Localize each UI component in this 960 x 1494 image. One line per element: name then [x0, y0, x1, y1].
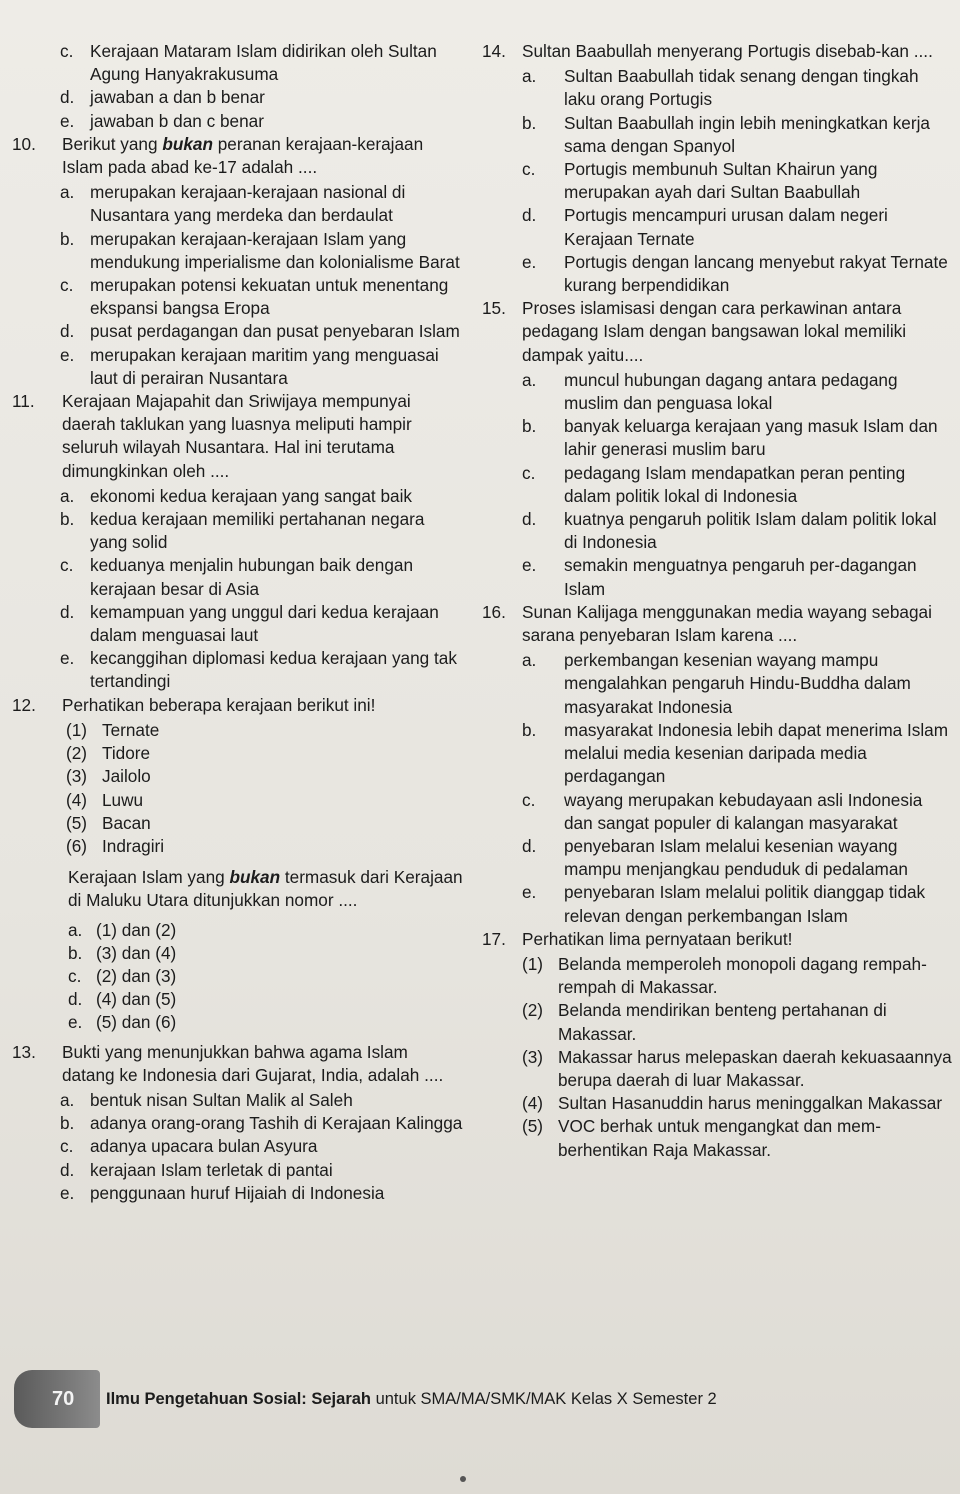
question-14: 14. Sultan Baabullah menyerang Portugis disebab-kan ....	[482, 40, 952, 63]
option: b. merupakan kerajaan-kerajaan Islam yang mendukung imperialisme dan kolonialisme Barat	[60, 228, 460, 272]
option: e. jawaban b dan c benar	[60, 110, 264, 131]
question-14-options	[482, 65, 952, 297]
book-title: Ilmu Pengetahuan Sosial: Sejarah untuk SMA/MA/SMK/MAK Kelas X Semester 2	[106, 1390, 717, 1408]
option: a. Sultan Baabullah tidak senang dengan tingkah laku orang Portugis	[522, 66, 919, 110]
option: d. penyebaran Islam melalui kesenian wayang mampu menjangkau penduduk di pedalaman	[522, 835, 908, 880]
option: c. keduanya menjalin hubungan baik dengan kerajaan besar di Asia	[60, 555, 414, 599]
option: b. masyarakat Indonesia lebih dapat menerima Islam melalui media kesenian daripada media perdagangan	[522, 719, 949, 787]
question-10: 10. Berikut yang bukan peranan kerajaan-kerajaan Islam pada abad ke-17 adalah ....	[12, 133, 464, 179]
list-item: (3) Jailolo	[66, 766, 151, 787]
option: b. adanya orang-orang Tashih di Kerajaan Kalingga	[60, 1113, 463, 1134]
question-15-options	[482, 369, 952, 601]
option: c. (2) dan (3)	[68, 965, 177, 986]
option: e. semakin menguatnya pengaruh per-dagangan Islam	[522, 555, 917, 599]
list-item: (4) Sultan Hasanuddin harus meninggalkan Makassar	[522, 1093, 943, 1114]
list-item: (2) Belanda mendirikan benteng pertahanan di Makassar.	[522, 1000, 887, 1044]
question-text: Berikut yang bukan peranan kerajaan-kerajaan Islam pada abad ke-17 adalah ....	[62, 133, 424, 178]
right-column	[482, 40, 952, 1162]
option: a. bentuk nisan Sultan Malik al Saleh	[60, 1089, 353, 1110]
question-16-options	[482, 649, 952, 927]
option: e. Portugis dengan lancang menyebut rakyat Ternate kurang berpendidikan	[522, 251, 948, 296]
option: d. jawaban a dan b benar	[60, 87, 265, 108]
option: b. kedua kerajaan memiliki pertahanan negara yang solid	[60, 509, 425, 553]
list-item: (4) Luwu	[66, 789, 144, 810]
option: c. merupakan potensi kekuatan untuk menentang ekspansi bangsa Eropa	[60, 275, 449, 319]
option: e. penggunaan huruf Hijaiah di Indonesia	[60, 1182, 385, 1203]
list-item: (1) Belanda memperoleh monopoli dagang rempah-rempah di Makassar.	[522, 953, 927, 998]
option: b. Sultan Baabullah ingin lebih meningkatkan kerja sama dengan Spanyol	[522, 112, 930, 156]
question-16: 16. Sunan Kalijaga menggunakan media wayang sebagai sarana penyebaran Islam karena ....	[482, 601, 952, 647]
decorative-dot	[460, 1476, 466, 1482]
question-text: Perhatikan lima pernyataan berikut!	[522, 928, 793, 949]
question-text: Proses islamisasi dengan cara perkawinan antara pedagang Islam dengan bangsawan lokal memiliki dampak yaitu....	[522, 298, 907, 365]
option: a. perkembangan kesenian wayang mampu mengalahkan pengaruh Hindu-Buddha dalam masyarakat Indonesia	[522, 650, 911, 717]
question-12-options	[12, 919, 464, 1035]
option: a. ekonomi kedua kerajaan yang sangat baik	[60, 485, 413, 506]
question-15: 15. Proses islamisasi dengan cara perkawinan antara pedagang Islam dengan bangsawan lokal memiliki dampak yaitu....	[482, 297, 952, 367]
option: b. (3) dan (4)	[68, 942, 177, 963]
question-10-options	[12, 181, 464, 390]
option: a. merupakan kerajaan-kerajaan nasional di Nusantara yang merdeka dan berdaulat	[60, 182, 406, 226]
previous-question-options	[12, 40, 464, 133]
option: c. Portugis membunuh Sultan Khairun yang merupakan ayah dari Sultan Baabullah	[522, 159, 878, 203]
option: c. wayang merupakan kebudayaan asli Indonesia dan sangat populer di kalangan masyarakat	[522, 789, 923, 833]
option: a. (1) dan (2)	[68, 919, 177, 940]
list-item: (1) Ternate	[66, 719, 160, 740]
question-17-list	[482, 953, 952, 1162]
option: d. (4) dan (5)	[68, 989, 177, 1010]
list-item: (2) Tidore	[66, 743, 151, 764]
page-footer	[0, 1370, 960, 1430]
option: c. pedagang Islam mendapatkan peran penting dalam politik lokal di Indonesia	[522, 462, 906, 506]
question-text: Sunan Kalijaga menggunakan media wayang sebagai sarana penyebaran Islam karena ....	[522, 601, 932, 646]
option: d. Portugis mencampuri urusan dalam negeri Kerajaan Ternate	[522, 205, 888, 249]
option: d. pusat perdagangan dan pusat penyebaran Islam	[60, 321, 460, 342]
question-13: 13. Bukti yang menunjukkan bahwa agama Islam datang ke Indonesia dari Gujarat, India, adalah ....	[12, 1041, 464, 1087]
question-12-list	[12, 719, 464, 858]
question-12-follow-text: Kerajaan Islam yang bukan termasuk dari Kerajaan di Maluku Utara ditunjukkan nomor ....	[68, 867, 463, 911]
question-text: Sultan Baabullah menyerang Portugis disebab-kan ....	[522, 41, 933, 61]
option: d. kerajaan Islam terletak di pantai	[60, 1159, 333, 1180]
option: d. kuatnya pengaruh politik Islam dalam politik lokal di Indonesia	[522, 509, 937, 553]
question-11-options	[12, 485, 464, 694]
option: b. banyak keluarga kerajaan yang masuk Islam dan lahir generasi muslim baru	[522, 416, 938, 460]
list-item: (5) Bacan	[66, 812, 151, 833]
option: e. penyebaran Islam melalui politik dianggap tidak relevan dengan perkembangan Islam	[522, 882, 926, 926]
option: c. adanya upacara bulan Asyura	[60, 1136, 318, 1157]
question-text: Kerajaan Majapahit dan Sriwijaya mempunyai daerah taklukan yang luasnya meliputi hampir seluruh wilayah Nusantara. Hal ini terutama dimungkinkan oleh ....	[62, 391, 412, 481]
question-11: 11. Kerajaan Majapahit dan Sriwijaya mempunyai daerah taklukan yang luasnya meliputi hampir seluruh wilayah Nusantara. Hal ini terutama dimungkinkan oleh ....	[12, 390, 464, 483]
list-item: (6) Indragiri	[66, 835, 165, 856]
option: e. (5) dan (6)	[68, 1012, 177, 1033]
question-text: Perhatikan beberapa kerajaan berikut ini!	[62, 694, 376, 715]
question-text: Bukti yang menunjukkan bahwa agama Islam datang ke Indonesia dari Gujarat, India, adalah ....	[62, 1041, 444, 1085]
question-12: 12. Perhatikan beberapa kerajaan berikut ini!	[12, 694, 464, 717]
left-column	[12, 40, 464, 1205]
list-item: (5) VOC berhak untuk mengangkat dan mem-berhentikan Raja Makassar.	[522, 1116, 881, 1160]
option: c. Kerajaan Mataram Islam didirikan oleh Sultan Agung Hanyakrakusuma	[60, 41, 437, 85]
page-number: 70	[52, 1388, 75, 1410]
option: e. merupakan kerajaan maritim yang menguasai laut di perairan Nusantara	[60, 344, 439, 388]
option: d. kemampuan yang unggul dari kedua kerajaan dalam menguasai laut	[60, 601, 439, 646]
option: e. kecanggihan diplomasi kedua kerajaan yang tak tertandingi	[60, 648, 457, 692]
option: a. muncul hubungan dagang antara pedagang muslim dan penguasa lokal	[522, 369, 898, 414]
question-13-options	[12, 1089, 464, 1205]
question-17: 17. Perhatikan lima pernyataan berikut!	[482, 928, 952, 951]
list-item: (3) Makassar harus melepaskan daerah kekuasaannya berupa daerah di luar Makassar.	[522, 1046, 952, 1090]
